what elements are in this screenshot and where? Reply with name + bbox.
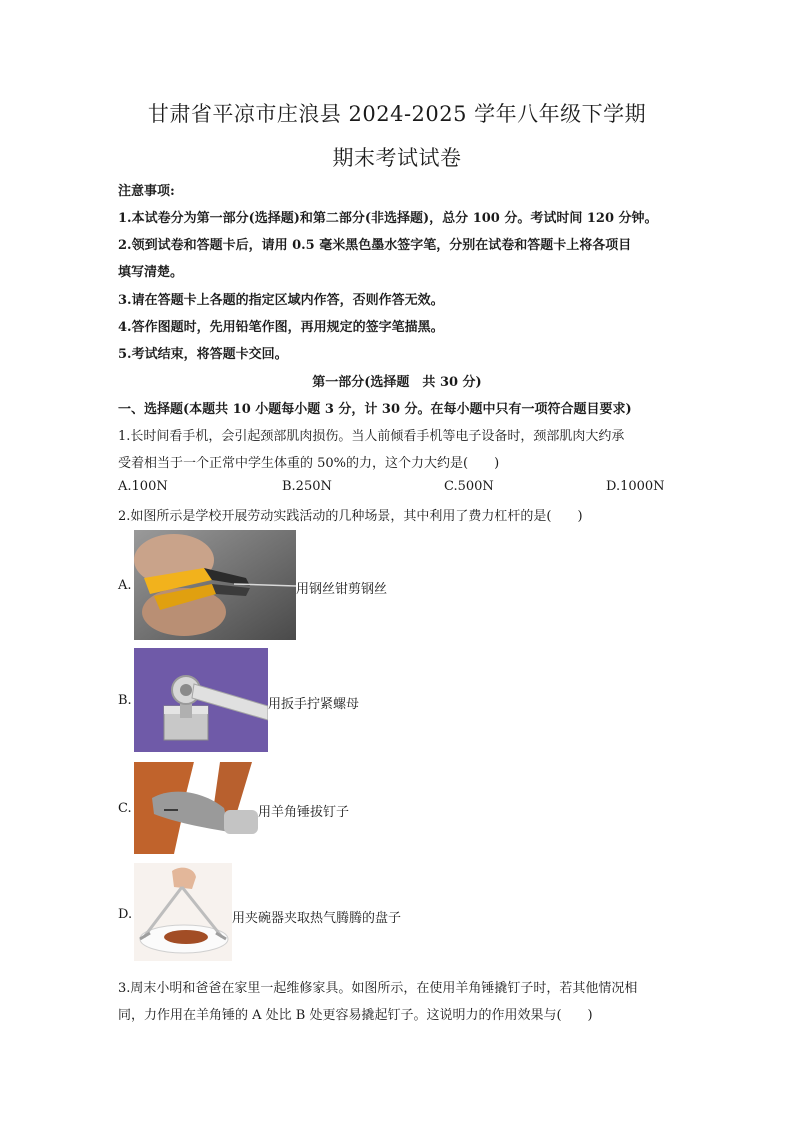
q1-stem-line2: 受着相当于一个正常中学生体重的 50%的力，这个力大约是( ): [118, 456, 500, 471]
notice-item-3: 3.请在答题卡上各题的指定区域内作答，否则作答无效。: [118, 293, 444, 308]
q2-option-a-letter: A.: [118, 578, 132, 593]
q1-option-b: B.250N: [282, 479, 332, 494]
notice-item-5: 5.考试结束，将答题卡交回。: [118, 347, 288, 362]
q2-option-c-letter: C.: [118, 801, 132, 816]
q2-option-d-text: 用夹碗器夹取热气腾腾的盘子: [232, 911, 402, 926]
exam-title-line2: 期末考试试卷: [332, 146, 462, 170]
notice-item-4: 4.答作图题时，先用铅笔作图，再用规定的签字笔描黑。: [118, 320, 444, 335]
q3-stem-line1: 3.周末小明和爸爸在家里一起维修家具。如图所示，在使用羊角锤撬钉子时，若其他情况相: [118, 981, 638, 996]
q2-stem: 2.如图所示是学校开展劳动实践活动的几种场景，其中利用了费力杠杆的是( ): [118, 509, 583, 524]
q2-option-b-letter: B.: [118, 693, 132, 708]
exam-title-line1: 甘肃省平凉市庄浪县 2024-2025 学年八年级下学期: [147, 102, 647, 126]
q3-stem-line2: 同，力作用在羊角锤的 A 处比 B 处更容易撬起钉子。这说明力的作用效果与( ): [118, 1008, 593, 1023]
q2-option-c-text: 用羊角锤拔钉子: [258, 805, 350, 820]
q1-option-a: A.100N: [118, 479, 168, 494]
notice-heading: 注意事项:: [118, 184, 175, 199]
q1-stem-line1: 1.长时间看手机，会引起颈部肌肉损伤。当人前倾看手机等电子设备时，颈部肌肉大约承: [118, 429, 625, 444]
q2-option-b-text: 用扳手拧紧螺母: [268, 697, 360, 712]
q2-option-d-letter: D.: [118, 907, 133, 922]
notice-item-2: 2.领到试卷和答题卡后，请用 0.5 毫米黑色墨水签字笔，分别在试卷和答题卡上将各项目: [118, 238, 632, 253]
part1-heading: 第一部分(选择题 共 30 分): [312, 375, 482, 390]
hammer-icon: [134, 762, 258, 854]
notice-item-1: 1.本试卷分为第一部分(选择题)和第二部分(非选择题)，总分 100 分。考试时间 120 分钟。: [118, 211, 658, 226]
plate-clamp-icon: [134, 863, 232, 961]
pliers-icon: [134, 530, 296, 640]
section-heading: 一、选择题(本题共 10 小题每小题 3 分，计 30 分。在每小题中只有一项符合题目要求): [118, 402, 632, 417]
wrench-icon: [134, 648, 268, 752]
q1-option-d: D.1000N: [606, 479, 665, 494]
notice-item-2-cont: 填写清楚。: [118, 265, 184, 280]
q1-option-c: C.500N: [444, 479, 494, 494]
q2-option-a-text: 用钢丝钳剪钢丝: [296, 582, 388, 597]
